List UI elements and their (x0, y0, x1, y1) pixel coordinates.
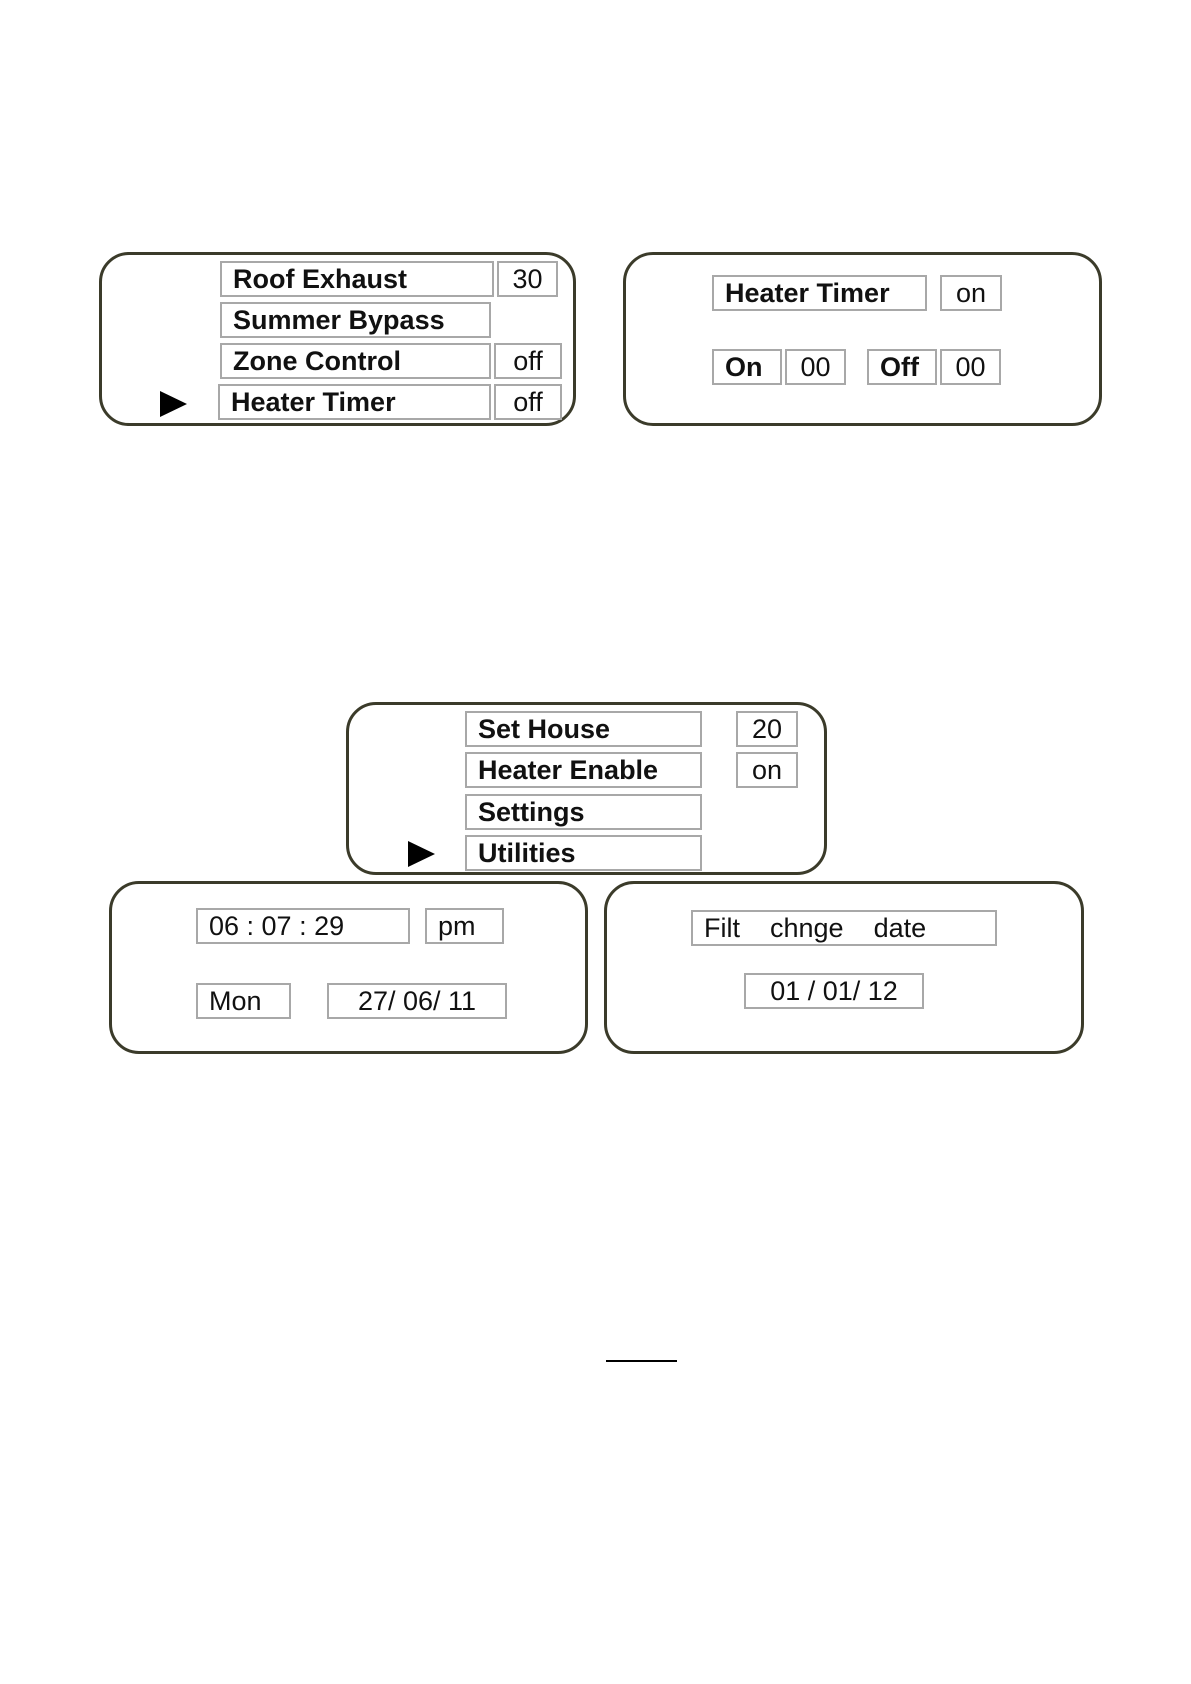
heater-timer-value: off (494, 384, 562, 420)
date-field[interactable]: 27/ 06/ 11 (327, 983, 507, 1019)
time-field[interactable]: 06 : 07 : 29 (196, 908, 410, 944)
timer-off-value[interactable]: 00 (940, 349, 1001, 385)
menu-item-heater-timer[interactable]: Heater Timer (218, 384, 491, 420)
filter-change-date[interactable]: 01 / 01/ 12 (744, 973, 924, 1009)
menu-item-zone-control[interactable]: Zone Control (220, 343, 491, 379)
timer-on-value[interactable]: 00 (785, 349, 846, 385)
timer-on-label: On (712, 349, 782, 385)
set-house-value: 20 (736, 711, 798, 747)
menu-item-roof-exhaust[interactable]: Roof Exhaust (220, 261, 494, 297)
main-menu-panel (99, 252, 576, 426)
clock-panel (109, 881, 588, 1054)
menu-item-settings[interactable]: Settings (465, 794, 702, 830)
ampm-field[interactable]: pm (425, 908, 504, 944)
selection-pointer-icon (160, 391, 187, 417)
settings-menu-panel (346, 702, 827, 875)
roof-exhaust-value: 30 (497, 261, 558, 297)
filter-change-label: Filt chnge date (691, 910, 997, 946)
menu-item-set-house[interactable]: Set House (465, 711, 702, 747)
menu-item-summer-bypass[interactable]: Summer Bypass (220, 302, 491, 338)
heater-timer-title: Heater Timer (712, 275, 927, 311)
day-field[interactable]: Mon (196, 983, 291, 1019)
menu-item-utilities[interactable]: Utilities (465, 835, 702, 871)
zone-control-value: off (494, 343, 562, 379)
heater-timer-panel (623, 252, 1102, 426)
heater-enable-value: on (736, 752, 798, 788)
menu-item-heater-enable[interactable]: Heater Enable (465, 752, 702, 788)
filter-panel (604, 881, 1084, 1054)
timer-off-label: Off (867, 349, 937, 385)
footer-rule (606, 1360, 677, 1362)
selection-pointer-icon (408, 841, 435, 867)
heater-timer-state[interactable]: on (940, 275, 1002, 311)
